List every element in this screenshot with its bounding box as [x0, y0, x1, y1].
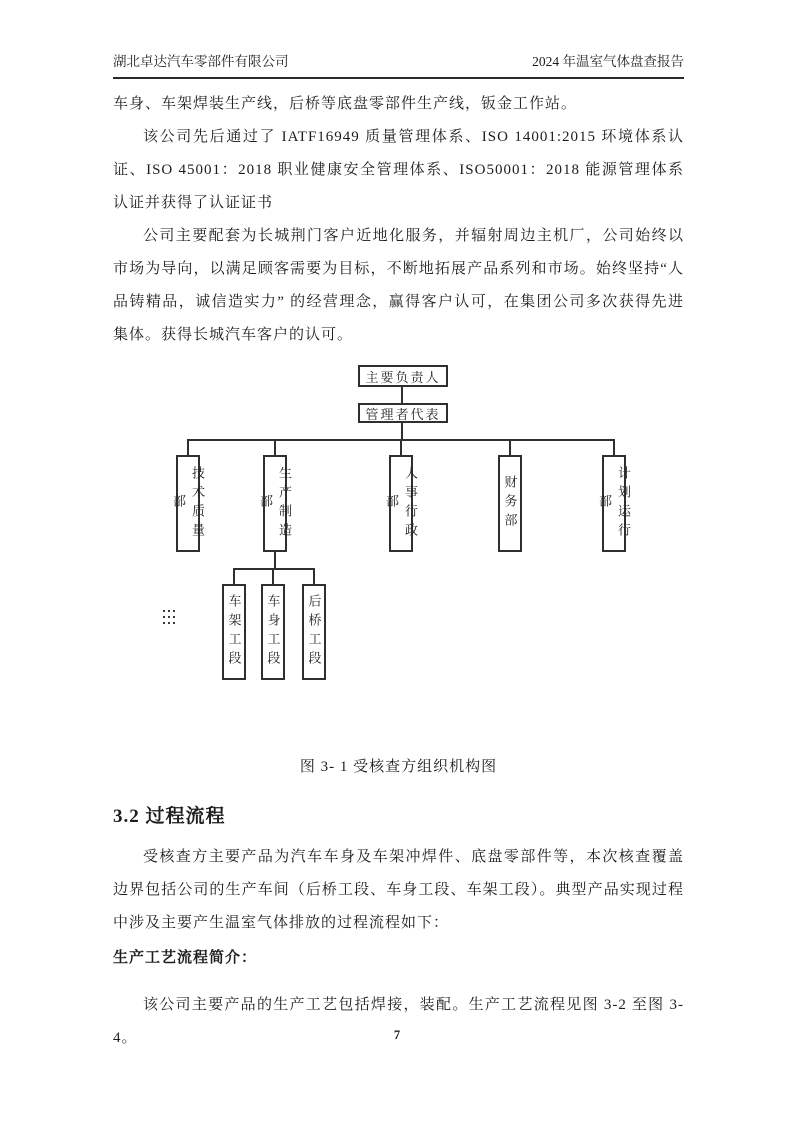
workshop-box-body: 车身工段 [261, 584, 285, 680]
connector-line [401, 387, 403, 403]
org-chart [113, 365, 684, 685]
dept-box-hr-admin: 人事行政部 [389, 455, 413, 552]
dept-box-planning-operation: 计划运行部 [602, 455, 626, 552]
dept-box-technical-quality: 技术质量部 [176, 455, 200, 552]
section-heading: 3.2 过程流程 [113, 806, 226, 827]
connector-line [613, 439, 615, 455]
paragraph-process-summary: 该公司主要产品的生产工艺包括焊接，装配。生产工艺流程见图 3-2 至图 3-4。 [113, 997, 684, 1046]
connector-line [187, 439, 189, 455]
connector-line [400, 439, 402, 455]
connector-line [233, 568, 235, 584]
workshop-box-frame: 车架工段 [222, 584, 246, 680]
paragraph-production-lines: 车身、车架焊装生产线，后桥等底盘零部件生产线，钣金工作站。 [113, 96, 578, 112]
page-header [113, 53, 684, 79]
page-footer [0, 1028, 794, 1043]
connector-line [401, 423, 403, 439]
figure-caption: 图 3- 1 受核查方组织机构图 [299, 759, 498, 775]
connector-line [313, 568, 315, 584]
workshop-box-rear-axle: 后桥工段 [302, 584, 326, 680]
anchor-dots-icon [163, 610, 175, 624]
dept-box-finance: 财务部 [498, 455, 522, 552]
connector-line [274, 439, 276, 455]
org-box-management-rep: 管理者代表 [358, 403, 448, 423]
paragraph-certifications: 该公司先后通过了 IATF16949 质量管理体系、ISO 14001:2015 环境体系认证、ISO 45001：2018 职业健康安全管理体系、ISO50001：2018 能源管理体系认证并获得了认证证书 [113, 129, 684, 211]
header-company-name: 湖北卓达汽车零部件有限公司 [113, 54, 289, 69]
subsection-heading: 生产工艺流程简介： [113, 950, 258, 966]
connector-line [272, 568, 274, 584]
org-box-top-leader: 主要负责人 [358, 365, 448, 387]
header-report-title: 2024 年温室气体盘查报告 [532, 54, 684, 69]
dept-box-production-manufacturing: 生产制造部 [263, 455, 287, 552]
paragraph-company-intro: 公司主要配套为长城荆门客户近地化服务，并辐射周边主机厂，公司始终以市场为导向，以满足顾客需要为目标，不断地拓展产品系列和市场。始终坚持“人品铸精品，诚信造实力” 的经营理念，赢得客户认可，在集团公司多次获得先进集体。获得长城汽车客户的认可。 [113, 228, 684, 343]
paragraph-scope: 受核查方主要产品为汽车车身及车架冲焊件、底盘零部件等，本次核查覆盖边界包括公司的生产车间（后桥工段、车身工段、车架工段）。典型产品实现过程中涉及主要产生温室气体排放的过程流程如下： [113, 849, 684, 931]
connector-line [509, 439, 511, 455]
connector-line [274, 552, 276, 568]
page-number: 7 [393, 1028, 401, 1042]
